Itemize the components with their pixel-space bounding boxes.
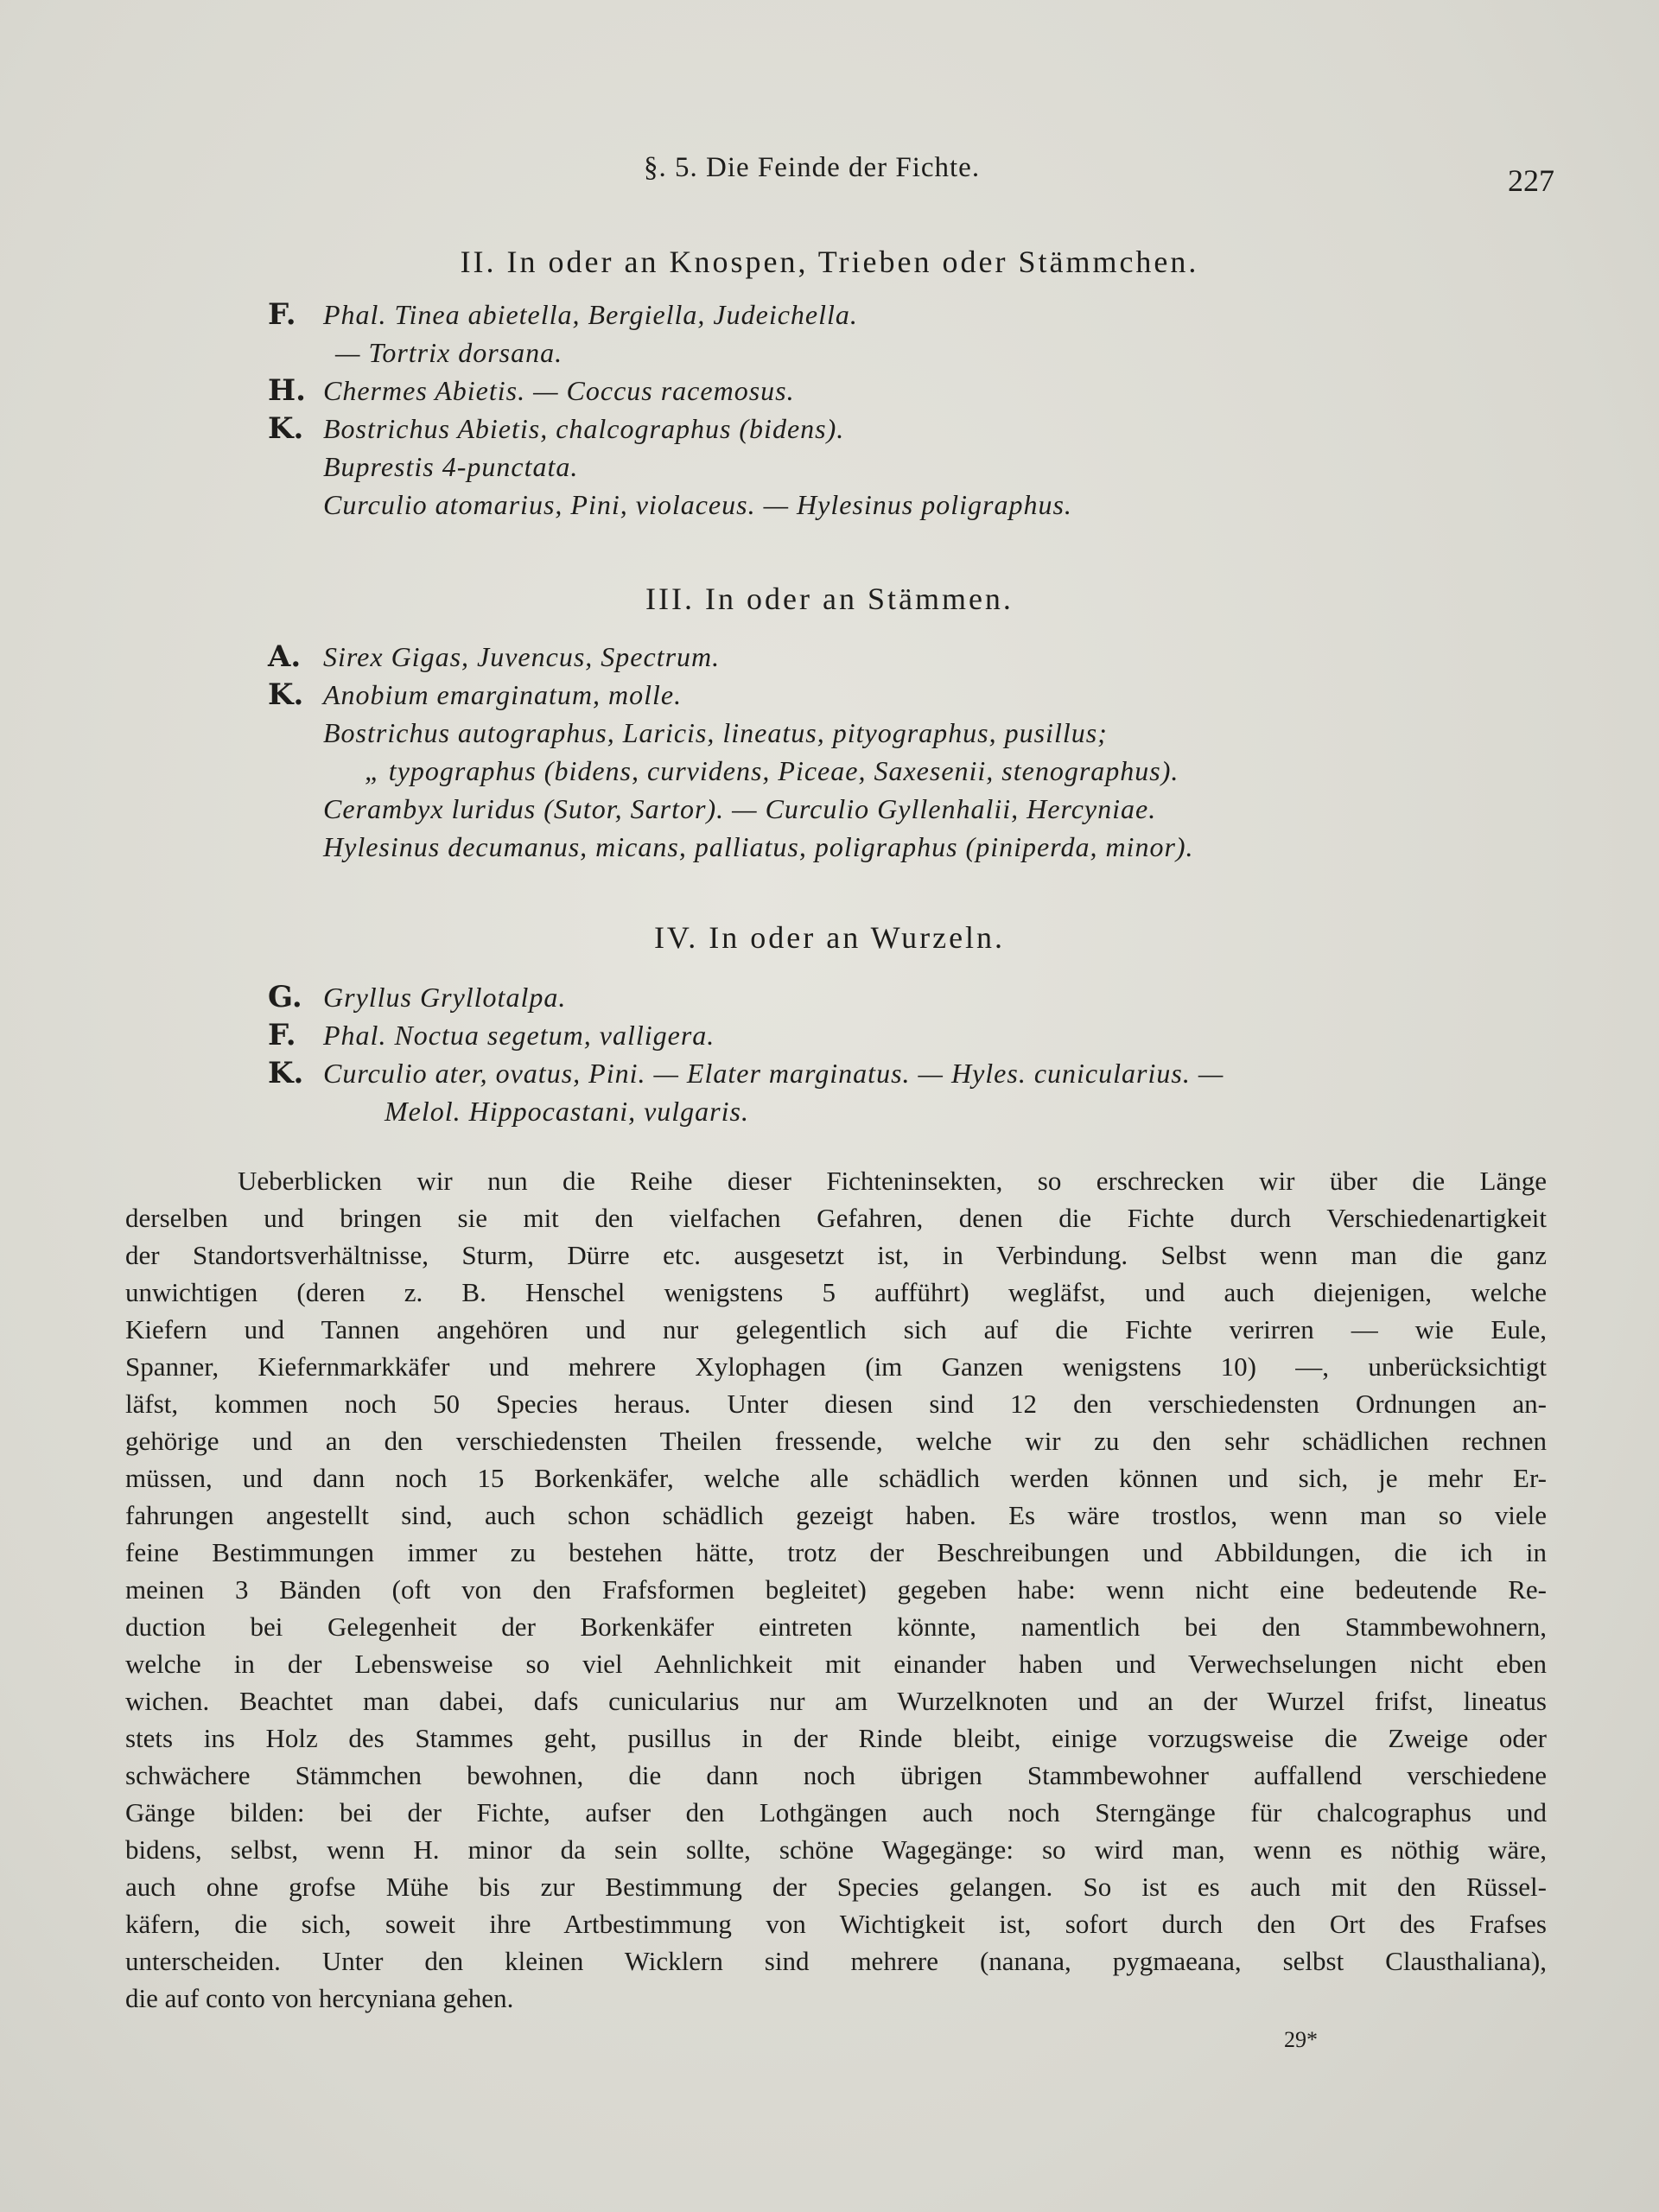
entry-text: Cerambyx luridus (Sutor, Sartor). — Curculio Gyllenhalii, Hercyniae. [323, 793, 1157, 824]
paragraph-line: feine Bestimmungen immer zu bestehen hätte, trotz der Beschreibungen und Abbildungen, die ich in [125, 1537, 1547, 1567]
paragraph-line: läfst, kommen noch 50 Species heraus. Unter diesen sind 12 den verschiedensten Ordnungen an- [125, 1389, 1547, 1419]
entry-text: Phal. Tinea abietella, Bergiella, Judeichella. [323, 299, 858, 330]
insect-entry [268, 411, 1564, 449]
insect-entry [268, 791, 1564, 830]
insect-entry [268, 1018, 1564, 1056]
insect-entry [268, 639, 1564, 677]
paragraph-line: käfern, die sich, soweit ihre Artbestimmung von Wichtigkeit ist, sofort durch den Ort des Frafses [125, 1909, 1547, 1939]
section-heading-ii: II. In oder an Knospen, Trieben oder Stämmchen. [460, 245, 1199, 279]
paragraph-line: Ueberblicken wir nun die Reihe dieser Fichteninsekten, so erschrecken wir über die Länge [238, 1166, 1547, 1196]
entry-text: Melol. Hippocastani, vulgaris. [385, 1096, 749, 1127]
page-number: 227 [1508, 163, 1554, 198]
entry-text: Buprestis 4-punctata. [323, 451, 579, 482]
insect-entry [268, 373, 1564, 411]
entry-text: Anobium emarginatum, molle. [323, 679, 683, 710]
order-letter: H. [268, 373, 306, 408]
order-letter: A. [268, 639, 302, 674]
signature-mark: 29* [1284, 2027, 1318, 2052]
entry-text: Bostrichus autographus, Laricis, lineatus, pityographus, pusillus; [323, 717, 1108, 748]
entry-text: Sirex Gigas, Juvencus, Spectrum. [323, 641, 721, 672]
paragraph-line: fahrungen angestellt sind, auch schon schädlich gezeigt haben. Es wäre trostlos, wenn man so viele [125, 1500, 1547, 1530]
paragraph-line: gehörige und an den verschiedensten Theilen fressende, welche wir zu den sehr schädlichen rechnen [125, 1426, 1547, 1456]
paragraph-line: bidens, selbst, wenn H. minor da sein sollte, schöne Wagegänge: so wird man, wenn es nöthig wäre, [125, 1834, 1547, 1865]
section-heading-iii: III. In oder an Stämmen. [645, 582, 1014, 616]
paragraph-line: unwichtigen (deren z. B. Henschel wenigstens 5 aufführt) wegläfst, und auch diejenigen, welche [125, 1277, 1547, 1307]
paragraph-line: schwächere Stämmchen bewohnen, die dann noch übrigen Stammbewohner auffallend verschiedene [125, 1760, 1547, 1790]
running-head: §. 5. Die Feinde der Fichte. [644, 152, 981, 183]
order-letter: F. [268, 1018, 296, 1052]
insect-entry [268, 980, 1564, 1018]
order-letter: K. [268, 411, 304, 446]
entry-text: Bostrichus Abietis, chalcographus (bidens). [323, 413, 845, 444]
insect-entry [268, 830, 1564, 868]
section-iv-entries [268, 980, 1564, 1132]
entry-text: — Tortrix dorsana. [335, 337, 563, 368]
section-iii-entries [268, 639, 1564, 868]
order-letter: K. [268, 677, 304, 712]
paragraph-line: Kiefern und Tannen angehören und nur gelegentlich sich auf die Fichte verirren — wie Eule, [125, 1314, 1547, 1344]
entry-text: Curculio atomarius, Pini, violaceus. — Hylesinus poligraphus. [323, 489, 1072, 520]
paragraph-line: unterscheiden. Unter den kleinen Wicklern sind mehrere (nanana, pygmaeana, selbst Clausthaliana), [125, 1946, 1547, 1976]
paragraph-line: derselben und bringen sie mit den vielfachen Gefahren, denen die Fichte durch Verschiedenartigkeit [125, 1203, 1547, 1233]
paragraph-line: auch ohne grofse Mühe bis zur Bestimmung der Species gelangen. So ist es auch mit den Rüssel- [125, 1872, 1547, 1902]
insect-entry [268, 753, 1564, 791]
order-letter: G. [268, 980, 302, 1014]
insect-entry [268, 487, 1564, 525]
entry-text: Chermes Abietis. — Coccus racemosus. [323, 375, 795, 406]
body-paragraph [125, 1162, 1547, 2017]
insect-entry [268, 715, 1564, 753]
insect-entry [268, 1094, 1564, 1132]
entry-text: Curculio ater, ovatus, Pini. — Elater marginatus. — Hyles. cunicularius. — [323, 1058, 1224, 1089]
insect-entry [268, 1056, 1564, 1094]
insect-entry [268, 297, 1564, 335]
paragraph-line: welche in der Lebensweise so viel Aehnlichkeit mit einander haben und Verwechselungen nicht eben [125, 1649, 1547, 1679]
order-letter: F. [268, 297, 296, 332]
section-ii-entries [268, 297, 1564, 525]
order-letter: K. [268, 1056, 304, 1090]
entry-text: Hylesinus decumanus, micans, palliatus, poligraphus (piniperda, minor). [323, 831, 1194, 862]
page-header [0, 152, 1659, 204]
entry-text: „ typographus (bidens, curvidens, Piceae, Saxesenii, stenographus). [365, 755, 1179, 786]
insect-entry [268, 335, 1564, 373]
paragraph-line: der Standortsverhältnisse, Sturm, Dürre etc. ausgesetzt ist, in Verbindung. Selbst wenn man die ganz [125, 1240, 1547, 1270]
paragraph-line: die auf conto von hercyniana gehen. [125, 1983, 514, 2013]
insect-entry [268, 449, 1564, 487]
paragraph-line: Gänge bilden: bei der Fichte, aufser den Lothgängen auch noch Sterngänge für chalcographus und [125, 1797, 1547, 1827]
paragraph-line: wichen. Beachtet man dabei, dafs cunicularius nur am Wurzelknoten und an der Wurzel frifst, lineatus [125, 1686, 1547, 1716]
paragraph-line: Spanner, Kiefernmarkkäfer und mehrere Xylophagen (im Ganzen wenigstens 10) —, unberücksichtigt [125, 1351, 1547, 1382]
paragraph-line: müssen, und dann noch 15 Borkenkäfer, welche alle schädlich werden können und sich, je mehr Er- [125, 1463, 1547, 1493]
insect-entry [268, 677, 1564, 715]
entry-text: Phal. Noctua segetum, valligera. [323, 1020, 715, 1051]
section-heading-iv: IV. In oder an Wurzeln. [653, 920, 1006, 955]
paragraph-line: stets ins Holz des Stammes geht, pusillus in der Rinde bleibt, einige vorzugsweise die Zweige oder [125, 1723, 1547, 1753]
entry-text: Gryllus Gryllotalpa. [323, 982, 567, 1013]
paragraph-line: duction bei Gelegenheit der Borkenkäfer eintreten könnte, namentlich bei den Stammbewohnern, [125, 1611, 1547, 1642]
paragraph-line: meinen 3 Bänden (oft von den Frafsformen begleitet) gegeben habe: wenn nicht eine bedeutende Re- [125, 1574, 1547, 1605]
